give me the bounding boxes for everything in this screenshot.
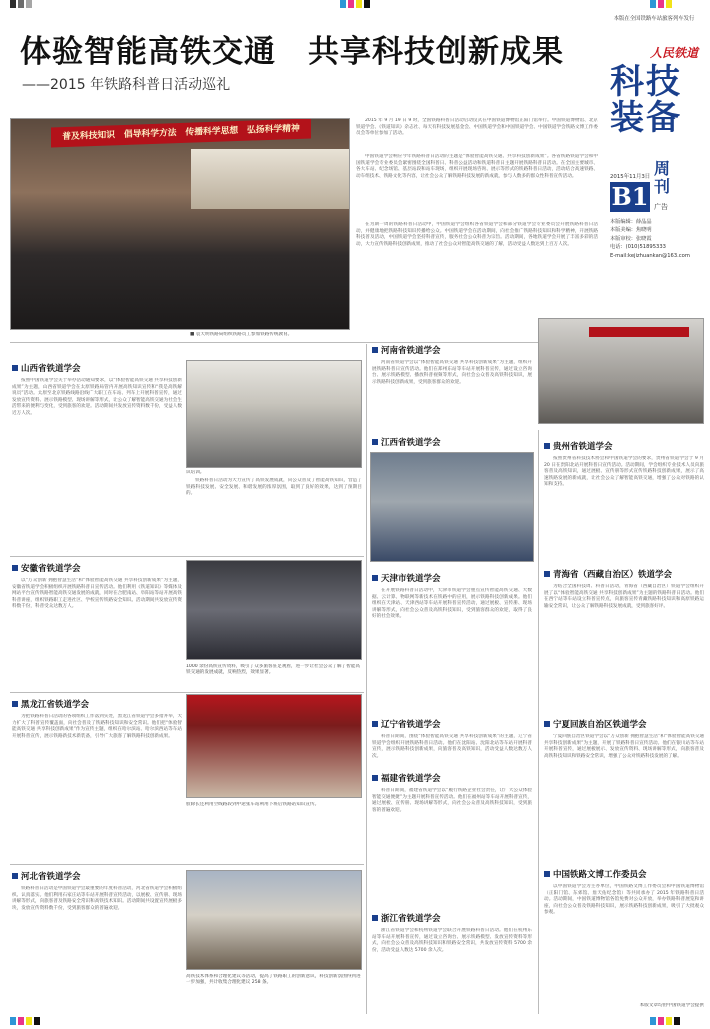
section-title bbox=[372, 572, 441, 584]
top-photo-caption: ■ 袁天明铁路局组织铁路员工参加铁路传统教育。 bbox=[190, 332, 293, 337]
divider bbox=[10, 692, 364, 693]
section-body: 以中国铁道学会为主办单位，中国铁路文博工作委员会和中国铁道博物馆（正阳门馆、东郊馆、詹天佑纪念馆）等共同承办了 2015 年铁路科普日活动。活动期间，中国铁道博物馆各馆免费对公众开放，举办铁路科普展览和讲座，向社会公众普及铁路科技知识，展示铁路科技创新成果，吸引了大批观众参观。 bbox=[544, 884, 704, 916]
page-category: 广告 bbox=[654, 203, 668, 211]
section-marker-icon bbox=[12, 701, 18, 707]
section-title bbox=[12, 870, 81, 882]
section-title bbox=[12, 362, 81, 374]
section-marker-icon bbox=[544, 443, 550, 449]
intro-text bbox=[356, 118, 598, 298]
editor-line: 电话：(010)51895333 bbox=[610, 244, 666, 251]
divider bbox=[10, 864, 364, 865]
section-photo-caption: 1000 余份高铁宣传资料，吸引了众多旅客驻足观看，进一步让社会公众了解了智能高铁交通的发展成就，反响热烈，效果显著。 bbox=[186, 664, 360, 676]
section-body: 河南省铁道学会以“体验智能高铁交通 共享科技创新成果”为主题，组织开展铁路科普日宣传活动。他们在郑州东站等车站开展科普宣传，通过设立咨询台、展示铁路模型、播放科普视频等形式，向社会公众普及高铁科技知识，展示铁路科技创新成果，受到旅客群众的欢迎。 bbox=[372, 360, 532, 385]
section-marker-icon bbox=[12, 365, 18, 371]
page-subheadline: ——2015 年铁路科普日活动巡礼 bbox=[22, 77, 231, 93]
section-body: 按照贵州省科技技术协会和中国铁道学会的要求，贵州省铁道学会于 9 月 20 日在贵阳北站开展科普日宣传活动。活动期间，学会组织专业技术人员向旅客普及高铁知识，通过展板、宣传册等形式宣传铁路科技创新成果，展示了高速铁路发展的新成就，让社会公众了解智能高铁交通，增强了公众对铁路的认知和支持。 bbox=[544, 456, 704, 488]
section-marker-icon bbox=[372, 347, 378, 353]
intro-paragraph: 在为期一周的铁路科普日活动中，中国铁道学会组织各省铁道学会和部分铁道学会专业委员会开展铁路科普日活动，并健康地把铁路科技知识传播给公众。中国铁道学会在活动期间，向社会推广铁路科技知识和科学精神，开展铁路科技普及活动，中国铁道学会坚持科普宣传，服务社会公众科普为宗旨。活动期间，各地铁道学会开展了丰富多彩的活动，大力宣传铁路科技创新成果，推动了社会公众对智能高铁交通的了解，活动受益人数达到上百万人次。 bbox=[356, 222, 598, 247]
section-title bbox=[12, 698, 89, 710]
section-marker-icon bbox=[12, 565, 18, 571]
section-title-text: 浙江省铁道学会 bbox=[381, 914, 441, 924]
section-title bbox=[372, 436, 441, 448]
intro-paragraph: 2015 年 9 月 19 日 9 时，全国铁路科普日活动启动仪式在中国铁道博物馆正阳门馆举行。中国铁道博物馆、北京铁道学会、《铁道知识》杂志社、每天有科技发展基金会、中国铁道学会和中国铁道学会、中国铁道学会铁路文博工作委员会等单位参加了活动。 bbox=[356, 118, 598, 137]
page-kind: 周刊 bbox=[654, 160, 678, 200]
section-name: 科技装备 bbox=[610, 62, 682, 138]
section-title-text: 河北省铁道学会 bbox=[21, 872, 81, 882]
section-marker-icon bbox=[544, 871, 550, 877]
section-title-text: 河南省铁道学会 bbox=[381, 346, 441, 356]
section-body: 在开展铁路科普日活动中，天津市铁道学会重点宣传智能高铁交通、大数据、云计算、物联网等新技术在铁路中的应用，展示铁路科技创新成果。他们组织在天津站、天津西站等车站开展科普宣传活动，通过展板、宣传册、现场讲解等形式，向社会公众普及高铁科技知识，受到旅客群众的欢迎，取得了良好的社会效果。 bbox=[372, 588, 532, 620]
section-title-text: 江西省铁道学会 bbox=[381, 438, 441, 448]
section-title-text: 安徽省铁道学会 bbox=[21, 564, 81, 574]
section-marker-icon bbox=[372, 439, 378, 445]
section-photo bbox=[538, 318, 704, 424]
section-photo bbox=[186, 870, 362, 970]
section-title bbox=[544, 440, 613, 452]
editor-line: 本版审校：张晓霞 bbox=[610, 235, 652, 242]
section-title-text: 中国铁路文博工作委员会 bbox=[553, 870, 647, 880]
editor-info bbox=[610, 218, 704, 260]
section-body: 按照中国铁道学会关于举办活动通知要求，以“体验智能高铁交通 共享科技创新成果”为主题，山西省铁道学会在太原铁路局管内开展高铁知识宣传和“我是高铁解说员”活动。太原至北京铁路线路沿线广大职工在车站、列车上开展科普宣传，通过发放宣传资料、展示铁路模型、现场讲解等形式，让公众了解智能高铁交通为社会生活带来的便利与变化，受到旅客的欢迎。活动期间共发放宣传资料数千份，受益人数近万人次。 bbox=[12, 378, 182, 416]
section-title-text: 贵州省铁道学会 bbox=[553, 442, 613, 452]
section-marker-icon bbox=[372, 575, 378, 581]
section-marker-icon bbox=[544, 721, 550, 727]
section-photo bbox=[186, 560, 362, 660]
section-photo bbox=[186, 360, 362, 468]
section-marker-icon bbox=[544, 571, 550, 577]
distribution-note: 本版在全国铁路车站旅客列车发行 bbox=[613, 16, 695, 22]
section-body: 宁夏回族自治区铁道学会以“万众创新 拥抱智慧生活”和“体验智能高铁交通 共享科技创新成果”为主题，开展了铁路科普日宣传活动。他们在银川站等车站开展科普宣传，通过展板展示、发放宣传资料、现场讲解等形式，向旅客普及高铁科技知识和铁路安全常识，增强了公众对铁路科技发展的了解。 bbox=[544, 734, 704, 759]
section-title-text: 福建省铁道学会 bbox=[381, 774, 441, 784]
section-title bbox=[12, 562, 81, 574]
section-body: 为把铁路科普日活动的各项组织工作落到实处，黑龙江省铁道学会多措并举，大力扩大了科普宣传覆盖面，向社会普及了铁路科技知识和安全常识。他们把“体验智能高铁交通 共享科技创新成果”作为宣传主题，组织在哈尔滨站、哈尔滨西站等车站开展科普宣传，展示铁路新技术新装备，引导广大旅客了解铁路科技创新成果。 bbox=[12, 714, 182, 739]
divider bbox=[10, 556, 364, 557]
photo-banner: 普及科技知识 倡导科学方法 传播科学思想 弘扬科学精神 bbox=[51, 118, 311, 147]
section-photo bbox=[370, 452, 534, 562]
section-body: 以“万众创新 拥抱智慧生活”和“体验智能高铁交通 共享科技创新成果”为主题，安徽省铁道学会积极组织开展铁路科普日宣传活动。他们利用《铁道知识》等媒体及网站平台宣传铁路智能高铁交通发展的成就，同时在合肥南站、阜阳站等站开展高铁科普讲座，组织铁路职工走进社区、学校宣传铁路安全知识。活动期间共发放宣传资料数千份，科普受众达数万人。 bbox=[12, 578, 182, 610]
section-title bbox=[544, 718, 647, 730]
section-title bbox=[372, 718, 441, 730]
intro-paragraph: 中国铁道学会响应今年铁路科普日活动的主题是“体验智能高铁交通、共享科技创新成果”。各省铁路铁道学会和中国铁道学会专业委员会紧密围绕全国科普日、科普公益活动和铁道科普日主题开展铁路科普日活动。在全国主要城市、各大车站、纪念场馆、基层站段和站车现场，组织开展现场咨询、展示等形式的铁路科普日活动，活动结合高速铁路、动车组技术、铁路文化等内容，让社会公众了解铁路科技发展的新成就，参与人数多的群众性科普宣传活动。 bbox=[356, 154, 598, 179]
divider bbox=[538, 430, 539, 1014]
section-title bbox=[544, 568, 672, 580]
issue-date: 2015年11月3日 bbox=[610, 174, 651, 180]
editor-line: E-mail:kejizhuankan@163.com bbox=[610, 252, 690, 259]
section-title-text: 山西省铁道学会 bbox=[21, 364, 81, 374]
page-number: B1 bbox=[611, 182, 649, 211]
section-title bbox=[372, 772, 441, 784]
section-body: 科普日期间，围绕“体验智能高铁交通 共享科技创新成果”的主题，辽宁省铁道学会组织开展铁路科普日活动。他们在沈阳站、沈阳北站等车站开展科普宣传，展示铁路科技创新成果，向旅客普及高铁知识，活动受益人数达数万人次。 bbox=[372, 734, 532, 759]
editor-line: 本版编辑：薛晶晶 bbox=[610, 219, 652, 225]
section-title bbox=[372, 344, 441, 356]
section-body: 科普日期间，福建省铁道学会以“履行铁路企业社会责任，让广大公众体验智能交通便捷”为主题开展科普宣传活动。他们在福州站等车站开展科普宣传，通过展板、宣传册、现场讲解等形式，向社会公众普及高铁科技知识，受到旅客的普遍欢迎。 bbox=[372, 788, 532, 813]
section-photo-caption: 股除长还利用空线路段到中途张车站利用下班后铁路站知识宣传。 bbox=[186, 802, 320, 807]
section-photo bbox=[186, 694, 362, 798]
top-photo bbox=[10, 118, 350, 330]
section-title-text: 青海省（西藏自治区）铁道学会 bbox=[553, 570, 673, 580]
section-marker-icon bbox=[372, 721, 378, 727]
masthead bbox=[604, 14, 704, 304]
section-marker-icon bbox=[12, 873, 18, 879]
section-title-text: 黑龙江省铁道学会 bbox=[21, 700, 90, 710]
section-title bbox=[372, 912, 441, 924]
section-body: 铁路科普日活动为大力宣传了高铁发展成就，向公众普及了智能高铁知识，营造了铁路科技发展、安全发展、和谐发展的浓厚氛围，取到了良好的效果，达到了预期目的。 bbox=[186, 478, 362, 497]
section-body: 铁路科普日活动是中国铁道学会最重要的年度科普活动，河北省铁道学会积极组织、认真落实。他们利用石家庄站等车站开展科普宣传活动，以展板、宣传册、现场讲解等形式，向旅客普及铁路安全常识和高铁技术知识。活动期间共设置宣传展板多块，发放宣传资料数千份，受到旅客群众的普遍欢迎。 bbox=[12, 886, 182, 911]
section-title-text: 天津市铁道学会 bbox=[381, 574, 441, 584]
newspaper-brand: 人民铁道 bbox=[650, 46, 699, 60]
divider bbox=[366, 344, 367, 1014]
article-byline: 本版文章均由中国铁道学会提供 bbox=[639, 1003, 704, 1008]
bottom-color-bar bbox=[0, 1017, 710, 1029]
section-photo-caption: 识培训。 bbox=[186, 470, 205, 475]
page-headline: 体验智能高铁交通 共享科技创新成果 bbox=[20, 34, 564, 70]
section-title bbox=[544, 868, 647, 880]
section-marker-icon bbox=[372, 775, 378, 781]
section-photo-caption: 高铁技术体系和合理化建议等活动，提高了铁路职工的创新意识，科技创新氛围得到进一步加强，共计收集合理化建议 258 条。 bbox=[186, 974, 361, 986]
section-title-text: 辽宁省铁道学会 bbox=[381, 720, 441, 730]
section-body: 为结合全国科技周、科普日活动，青海省（西藏自治区）铁道学会组织开展了以“体验智能高铁交通 共享科技创新成果”为主题的铁路科普日活动。他们在西宁站等车站设立科普宣传点，向旅客宣传青藏铁路科技知识和高原铁路运输安全常识，让公众了解铁路科技发展成就，受到旅客好评。 bbox=[544, 584, 704, 609]
section-marker-icon bbox=[372, 915, 378, 921]
editor-line: 本版美编：焦晓明 bbox=[610, 227, 652, 234]
section-title-text: 宁夏回族自治区铁道学会 bbox=[553, 720, 647, 730]
section-body: 浙江省铁道学会和杭州铁道学会联合开展铁路科普日活动。他们在杭州东站等车站开展科普宣传，通过设立咨询台、展示铁路模型、发放宣传资料等形式，向社会公众普及高铁科技知识和铁路安全常识，共发放宣传资料 5700 余份，活动受益人数达 5700 余人次。 bbox=[372, 928, 532, 953]
